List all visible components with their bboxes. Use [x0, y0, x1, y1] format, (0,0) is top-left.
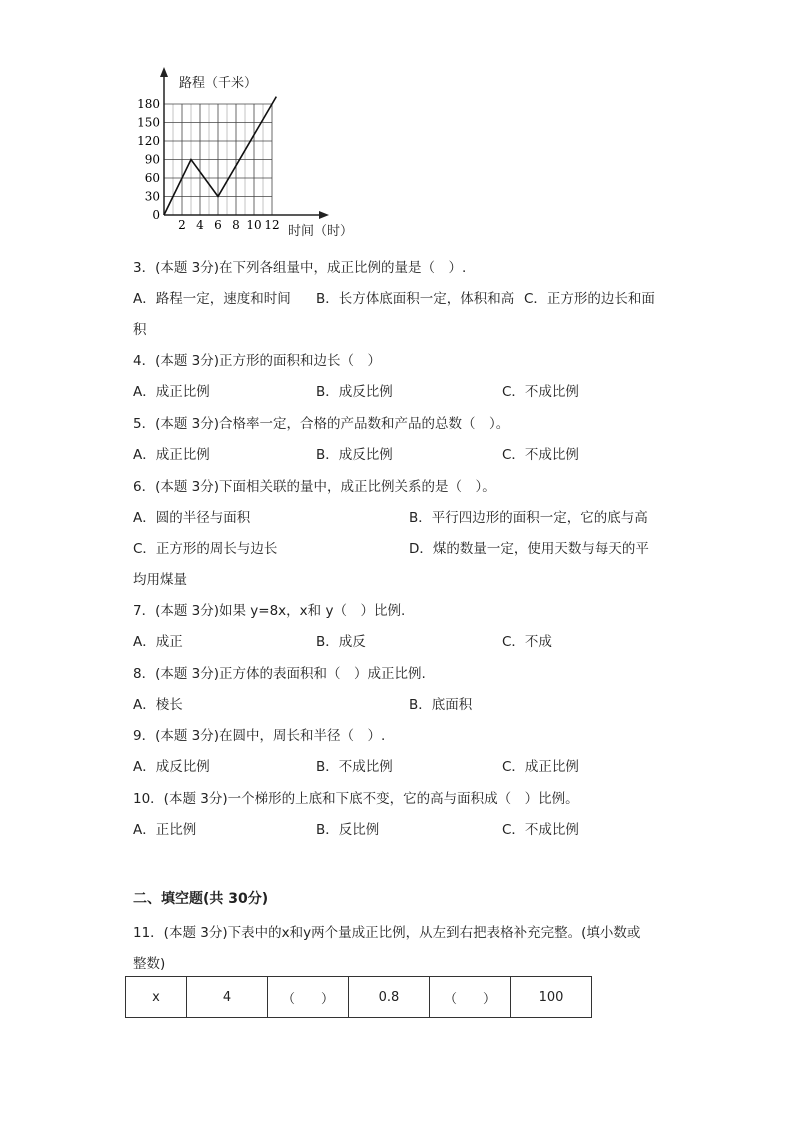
x-tick-label: 12	[264, 218, 280, 232]
y-tick-label: 120	[137, 134, 160, 148]
proportion-table	[125, 976, 592, 1018]
table-cell: 100	[511, 977, 592, 1018]
question-3-option-b: B．长方体底面积一定，体积和高	[316, 291, 515, 307]
question-6-stem: 6．(本题 3分)下面相关联的量中，成正比例关系的是（ ）。	[133, 479, 496, 495]
question-9-stem: 9．(本题 3分)在圆中，周长和半径（ ）.	[133, 728, 386, 744]
question-3-option-a: A．路程一定，速度和时间	[133, 291, 291, 307]
distance-time-graph	[133, 65, 353, 245]
table-row	[126, 977, 592, 1018]
question-9-option-a: A．成反比例	[133, 759, 210, 775]
question-10-stem: 10．(本题 3分)一个梯形的上底和下底不变，它的高与面积成（ ）比例。	[133, 791, 579, 807]
question-5-option-a: A．成正比例	[133, 447, 210, 463]
question-7-option-c: C．不成	[502, 634, 552, 650]
question-4-option-c: C．不成比例	[502, 384, 579, 400]
table-cell-blank[interactable]: （ ）	[430, 977, 511, 1018]
x-axis-arrow-icon	[319, 211, 329, 219]
question-8-option-a: A．棱长	[133, 697, 183, 713]
x-tick-label: 8	[232, 218, 240, 232]
x-tick-label: 4	[196, 218, 204, 232]
question-11-stem: 11．(本题 3分)下表中的x和y两个量成正比例，从左到右把表格补充完整。(填小数或	[133, 925, 641, 941]
question-4-option-a: A．成正比例	[133, 384, 210, 400]
grid	[164, 104, 272, 215]
y-tick-label: 90	[144, 152, 160, 167]
question-10-option-b: B．反比例	[316, 822, 380, 838]
y-tick-label: 150	[137, 115, 160, 130]
question-11-stem-continuation: 整数)	[133, 956, 166, 972]
y-tick-label: 180	[137, 97, 160, 111]
question-8-option-b: B．底面积	[409, 697, 473, 713]
distance-line	[164, 97, 276, 215]
x-tick-label: 6	[214, 218, 222, 232]
question-5-option-b: B．成反比例	[316, 447, 393, 463]
x-tick-label: 10	[246, 218, 262, 232]
table-cell: 4	[187, 977, 268, 1018]
question-6-option-a: A．圆的半径与面积	[133, 510, 251, 526]
question-3-stem: 3．(本题 3分)在下列各组量中，成正比例的量是（ ）.	[133, 260, 467, 276]
question-6-option-b: B．平行四边形的面积一定，它的底与高	[409, 510, 648, 526]
question-7-option-a: A．成正	[133, 634, 183, 650]
question-5-option-c: C．不成比例	[502, 447, 579, 463]
question-4-option-b: B．成反比例	[316, 384, 393, 400]
question-3-continuation: 积	[133, 322, 147, 338]
question-7-stem: 7．(本题 3分)如果 y=8x，x和 y（ ）比例.	[133, 603, 406, 619]
y-tick-labels	[137, 97, 160, 222]
question-3-option-c: C．正方形的边长和面	[524, 291, 655, 307]
question-10-option-c: C．不成比例	[502, 822, 579, 838]
y-axis-label: 路程（千米）	[179, 76, 258, 91]
x-axis-label: 时间（时）	[288, 224, 353, 239]
y-tick-label: 30	[144, 189, 160, 204]
section-2-heading: 二、填空题(共 30分)	[133, 891, 269, 907]
y-tick-label: 0	[152, 208, 160, 222]
question-6-continuation: 均用煤量	[133, 572, 187, 588]
y-axis-arrow-icon	[160, 67, 168, 77]
question-4-stem: 4．(本题 3分)正方形的面积和边长（ ）	[133, 353, 382, 369]
question-6-option-c: C．正方形的周长与边长	[133, 541, 278, 557]
x-tick-labels	[178, 218, 279, 232]
table-cell-blank[interactable]: （ ）	[268, 977, 349, 1018]
x-tick-label: 2	[178, 218, 186, 232]
question-9-option-c: C．成正比例	[502, 759, 579, 775]
question-8-stem: 8．(本题 3分)正方体的表面积和（ ）成正比例.	[133, 666, 426, 682]
question-5-stem: 5．(本题 3分)合格率一定，合格的产品数和产品的总数（ ）。	[133, 416, 510, 432]
question-7-option-b: B．成反	[316, 634, 366, 650]
question-9-option-b: B．不成比例	[316, 759, 393, 775]
question-6-option-d: D．煤的数量一定，使用天数与每天的平	[409, 541, 649, 557]
y-tick-label: 60	[144, 171, 160, 185]
table-cell: 0.8	[349, 977, 430, 1018]
question-10-option-a: A．正比例	[133, 822, 197, 838]
table-cell-x-label: x	[126, 977, 187, 1018]
